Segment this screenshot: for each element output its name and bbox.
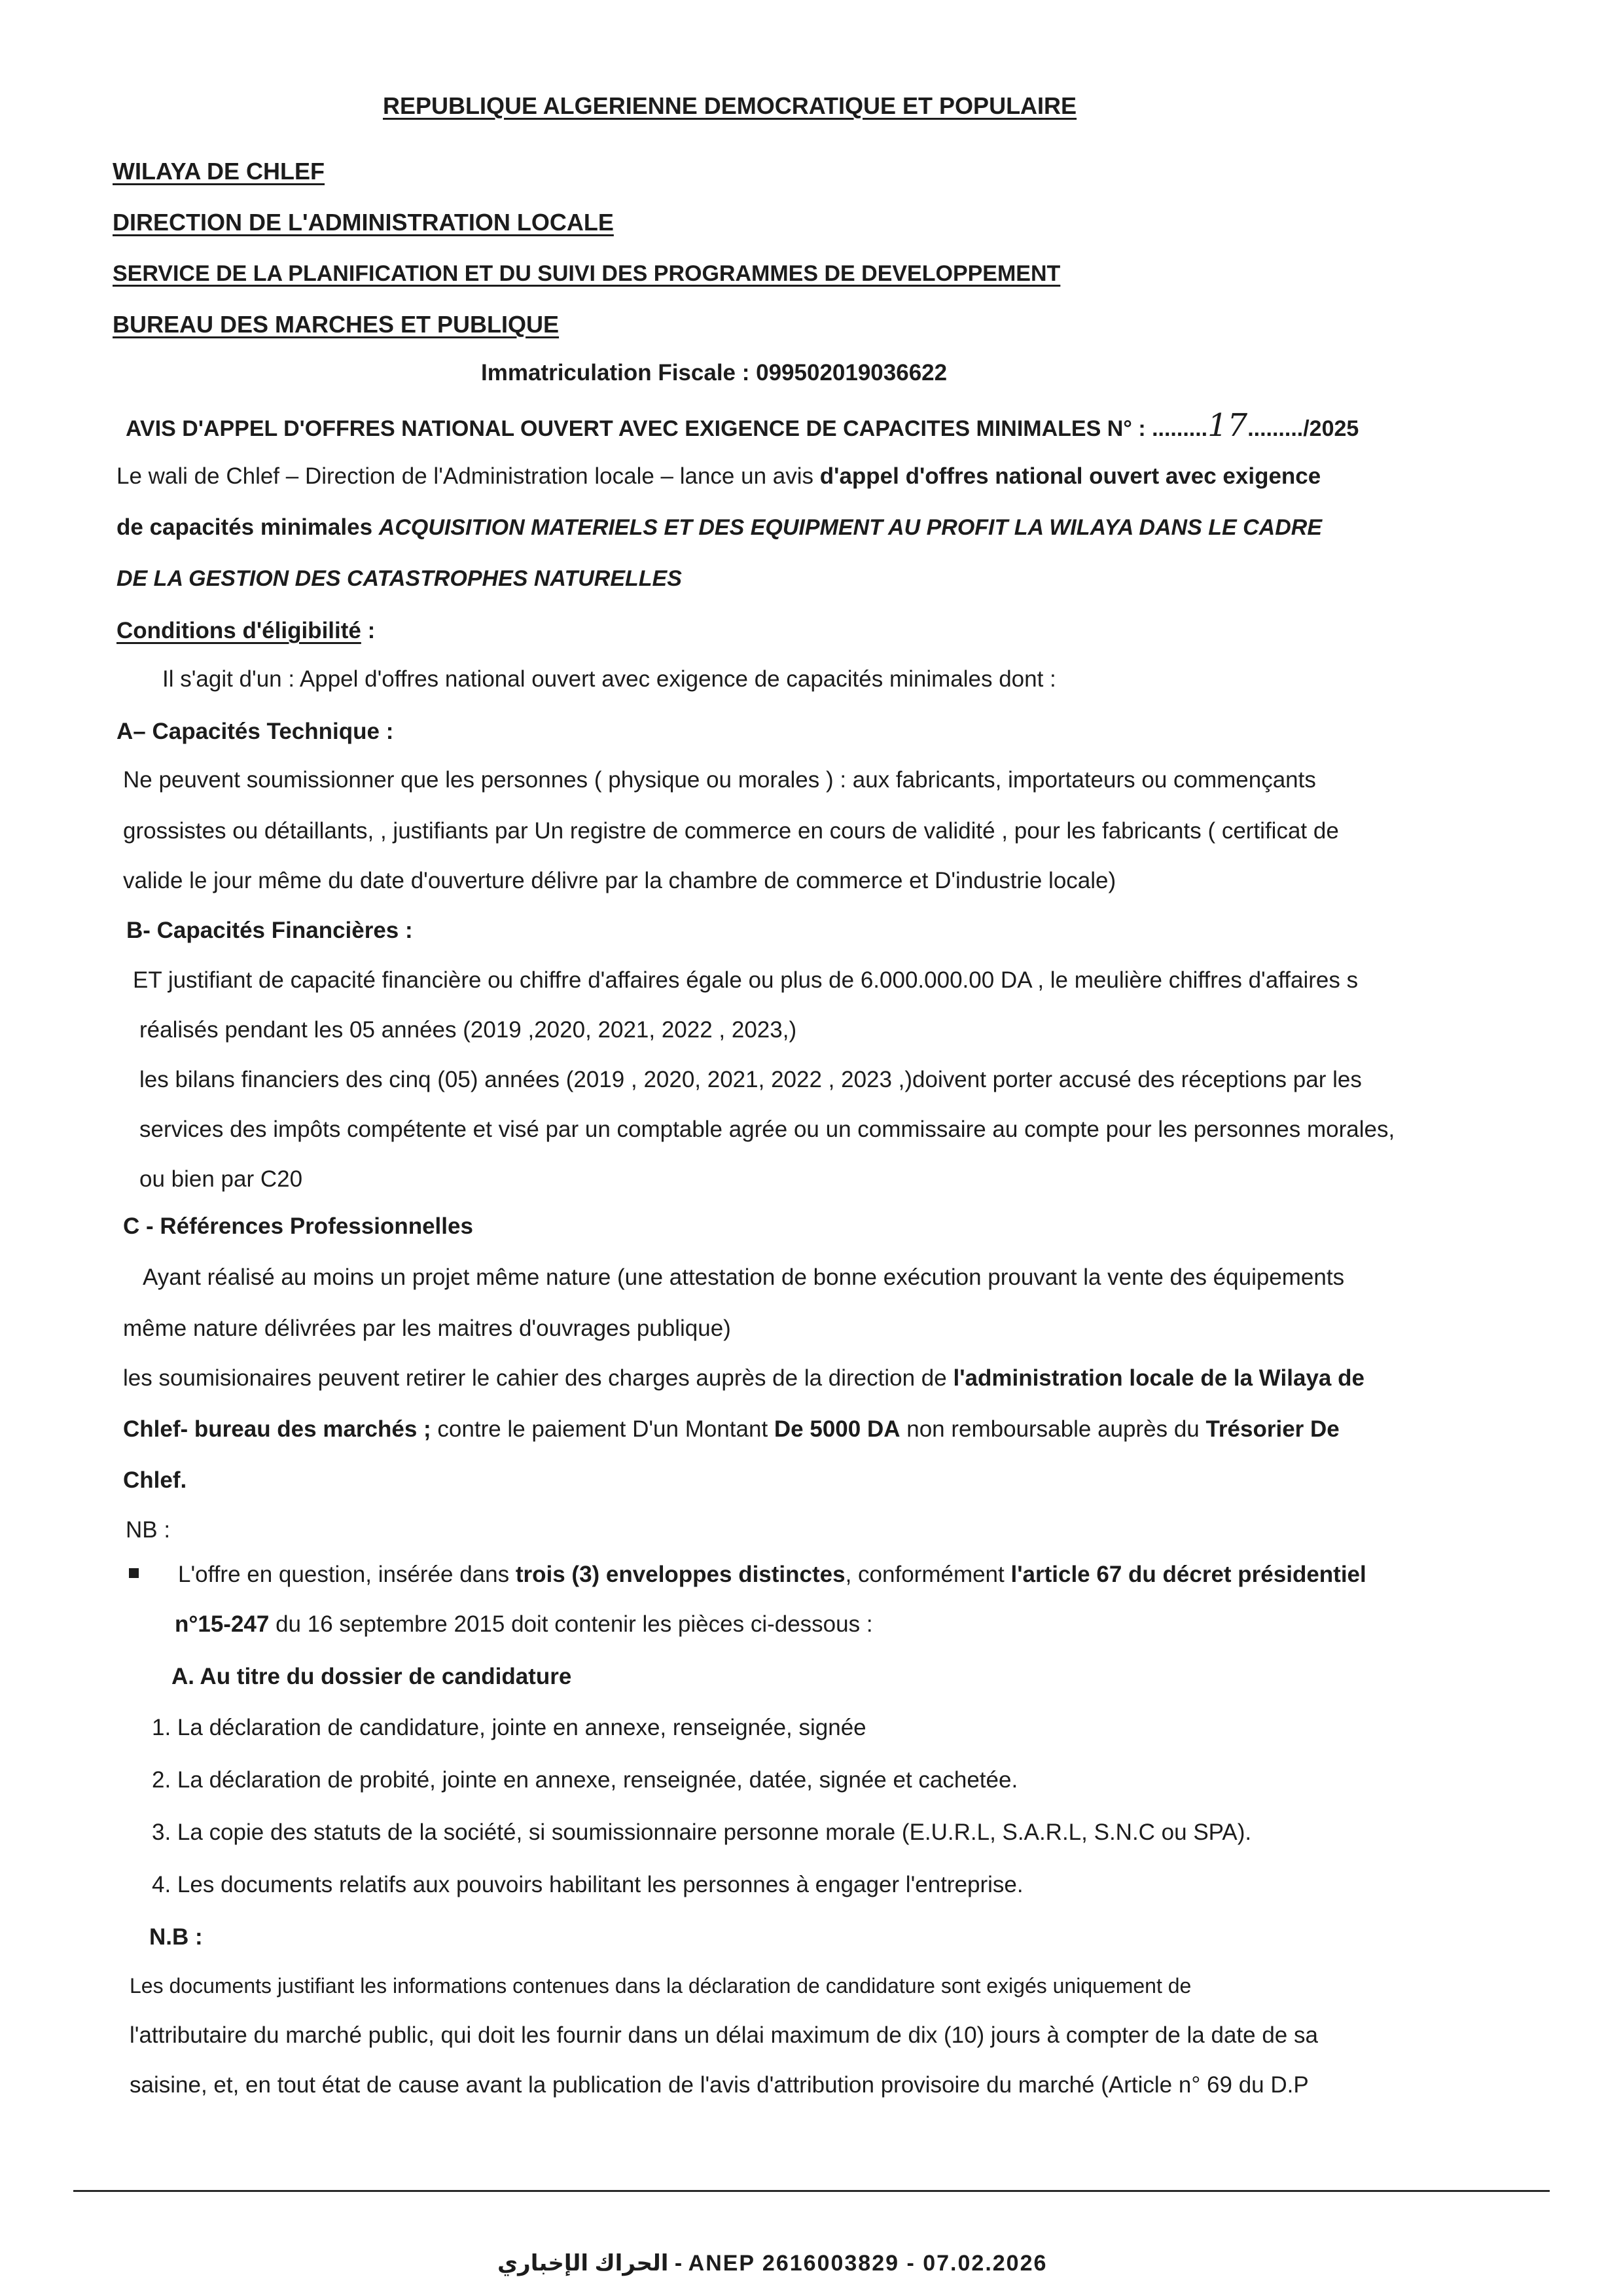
eligibility-heading [116,617,375,645]
withdrawal-line-1-text: les soumisionaires peuvent retirer le cahier des charges auprès de la direction de [123,1365,954,1391]
withdrawal-treasurer: Trésorier De [1205,1416,1340,1442]
financial-line-3: les bilans financiers des cinq (05) années (2019 , 2020, 2021, 2022 , 2023 ,)doivent porter accusé des réceptions par les [139,1067,1362,1092]
footer-reference: الحراك الإخباري - ANEP 2616003829 - 07.02.2026 [497,2251,1048,2276]
nb-label: NB : [126,1517,171,1543]
list-item: 3. La copie des statuts de la société, si soumissionnaire personne morale (E.U.R.L, S.A.R.L, S.N.C ou SPA). [152,1820,1252,1845]
footer-divider [73,2190,1550,2192]
technical-line-3: valide le jour même du date d'ouverture délivre par la chambre de commerce et D'industrie locale) [123,868,1116,893]
withdrawal-payment: contre le paiement D'un Montant [431,1416,774,1442]
intro-line-1-text: Le wali de Chlef – Direction de l'Administration locale – lance un avis [116,463,820,489]
intro-line-2 [116,513,1322,542]
withdrawal-amount: De 5000 DA [774,1416,901,1442]
intro-line-3: DE LA GESTION DES CATASTROPHES NATURELLES [116,566,682,591]
eligibility-heading-colon: : [361,618,376,643]
intro-line-1 [116,462,1321,491]
financial-heading: B- Capacités Financières : [126,918,413,943]
withdrawal-line-3: Chlef. [123,1467,187,1493]
technical-heading: A– Capacités Technique : [116,719,394,744]
notice-number-dots: ......... [1152,416,1208,441]
withdrawal-nonrefund: non remboursable auprès du [900,1416,1206,1442]
technical-line-1: Ne peuvent soumissionner que les personnes ( physique ou morales ) : aux fabricants, importateurs ou commençants [123,767,1316,793]
intro-line-1-bold: d'appel d'offres national ouvert avec exigence [819,463,1321,489]
service-line: SERVICE DE LA PLANIFICATION ET DU SUIVI DES PROGRAMMES DE DEVELOPPEMENT [113,261,1061,286]
nb-bullet-1d: l'article 67 du décret présidentiel [1010,1562,1366,1587]
references-line-1: Ayant réalisé au moins un projet même nature (une attestation de bonne exécution prouvant la vente des équipements [143,1265,1345,1290]
nb-bullet-line-2 [175,1610,873,1639]
references-heading: C - Références Professionnelles [123,1213,473,1239]
nb-bullet-2b: du 16 septembre 2015 doit contenir les pièces ci-dessous : [269,1611,873,1637]
nb2-line-3: saisine, et, en tout état de cause avant la publication de l'avis d'attribution provisoire du marché (Article n° 69 du D.P [130,2072,1309,2098]
financial-line-5: ou bien par C20 [139,1166,303,1192]
list-item: 1. La déclaration de candidature, jointe en annexe, renseignée, signée [152,1715,866,1740]
intro-line-2-object: ACQUISITION MATERIELS ET DES EQUIPMENT AU PROFIT LA WILAYA DANS LE CADRE [378,515,1322,540]
notice-number-dots-2: ......... [1247,416,1304,441]
nb-bullet-2a: n°15-247 [175,1611,270,1637]
eligibility-intro: Il s'agit d'un : Appel d'offres national ouvert avec exigence de capacités minimales dont : [162,666,1056,692]
bureau-line: BUREAU DES MARCHES ET PUBLIQUE [113,311,560,338]
technical-line-2: grossistes ou détaillants, , justifiants par Un registre de commerce en cours de validité , pour les fabricants ( certificat de [123,818,1339,844]
financial-line-1: ET justifiant de capacité financière ou chiffre d'affaires égale ou plus de 6.000.000.00 DA , le meulière chiffres d'affaires s [133,967,1359,993]
wilaya-line: WILAYA DE CHLEF [113,158,325,185]
bullet-square-icon [129,1568,139,1578]
notice-year: /2025 [1303,416,1359,441]
withdrawal-line-2 [123,1415,1340,1444]
withdrawal-line-1-bold: l'administration locale de la Wilaya de [953,1365,1364,1391]
notice-title [126,407,1359,444]
notice-title-text: AVIS D'APPEL D'OFFRES NATIONAL OUVERT AVEC EXIGENCE DE CAPACITES MINIMALES N° : [126,416,1152,441]
eligibility-heading-text: Conditions d'éligibilité [116,618,361,643]
candidature-section-heading: A. Au titre du dossier de candidature [171,1664,572,1689]
list-item: 4. Les documents relatifs aux pouvoirs habilitant les personnes à engager l'entreprise. [152,1872,1024,1897]
nb2-line-2: l'attributaire du marché public, qui doit les fournir dans un délai maximum de dix (10) jours à compter de la date de sa [130,2022,1318,2048]
references-line-2: même nature délivrées par les maitres d'ouvrages publique) [123,1316,731,1341]
fiscal-id: Immatriculation Fiscale : 099502019036622 [481,360,948,386]
direction-line: DIRECTION DE L'ADMINISTRATION LOCALE [113,209,614,236]
nb-bullet-1b: trois (3) enveloppes distinctes [515,1562,846,1587]
financial-line-4: services des impôts compétente et visé par un comptable agrée ou un commissaire au compte pour les personnes morales, [139,1117,1395,1142]
nb2-line-1: Les documents justifiant les informations contenues dans la déclaration de candidature sont exigés uniquement de [130,1974,1192,1998]
list-item: 2. La déclaration de probité, jointe en annexe, renseignée, datée, signée et cachetée. [152,1767,1018,1793]
financial-line-2: réalisés pendant les 05 années (2019 ,2020, 2021, 2022 , 2023,) [139,1017,797,1043]
nb2-label: N.B : [149,1924,203,1950]
intro-line-2-text: de capacités minimales [116,514,379,540]
notice-number: 17 [1207,407,1248,444]
republic-title: REPUBLIQUE ALGERIENNE DEMOCRATIQUE ET POPULAIRE [383,92,1077,119]
withdrawal-bureau: Chlef- bureau des marchés ; [123,1416,431,1442]
nb-bullet-line-1 [178,1560,1366,1589]
withdrawal-line-1 [123,1364,1364,1393]
nb-bullet-1a: L'offre en question, insérée dans [178,1562,516,1587]
nb-bullet-1c: , conformément [845,1562,1011,1587]
